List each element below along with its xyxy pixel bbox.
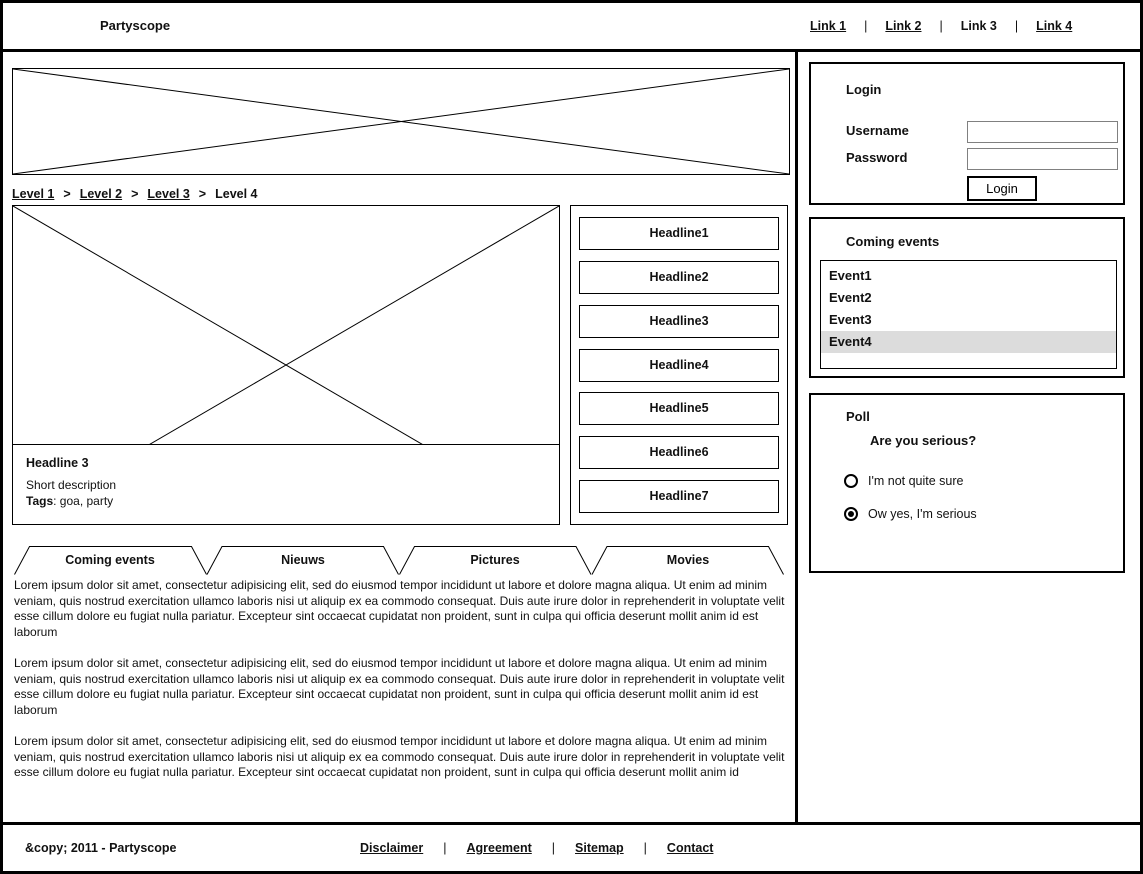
breadcrumb-separator: > (198, 187, 207, 201)
breadcrumb-separator: > (131, 187, 139, 201)
nav-separator: | (864, 19, 868, 33)
header-bar (3, 3, 1140, 52)
username-label: Username (846, 123, 909, 138)
breadcrumb-link-level-1[interactable]: Level 1 (12, 187, 55, 201)
article-tags (26, 493, 546, 509)
nav-link-4[interactable]: Link 4 (1036, 19, 1073, 33)
breadcrumb-link-level-2[interactable]: Level 2 (79, 187, 123, 201)
poll-option-1[interactable] (844, 473, 964, 489)
footer-link-sitemap[interactable]: Sitemap (575, 841, 624, 855)
footer-link-agreement[interactable]: Agreement (466, 841, 532, 855)
radio-option-label: I'm not quite sure (868, 474, 964, 488)
poll-question: Are you serious? (870, 433, 977, 448)
article-description: Short description (26, 478, 117, 492)
poll-title: Poll (846, 409, 870, 424)
nav-separator: | (1014, 19, 1019, 33)
body-paragraph: Lorem ipsum dolor sit amet, consectetur adipisicing elit, sed do eiusmod tempor incididunt ut labore et dolore magna aliqua. Ut enim ad minim veniam, quis nostrud exercitation ullamco laboris nisi ut aliquip ex ea commodo consequat. Duis aute irure dolor in reprehenderit in voluptate velit esse cillum dolore eu fugiat nulla pariatur. Excepteur sint occaecat cupidatat non proident, sunt in culpa qui officia deserunt mollit anim id (14, 734, 785, 779)
coming-events-panel (809, 217, 1125, 378)
footer-nav (360, 825, 713, 871)
footer-link-disclaimer[interactable]: Disclaimer (360, 841, 424, 855)
tab-nieuws[interactable]: Nieuws (281, 553, 325, 567)
placeholder-x-icon (13, 69, 789, 174)
header-nav (810, 3, 1072, 49)
login-button[interactable]: Login (967, 176, 1037, 201)
radio-button-icon[interactable] (844, 474, 858, 488)
body-paragraph: Lorem ipsum dolor sit amet, consectetur adipisicing elit, sed do eiusmod tempor incididunt ut labore et dolore magna aliqua. Ut enim ad minim veniam, quis nostrud exercitation ullamco laboris nisi ut aliquip ex ea commodo consequat. Duis aute irure dolor in reprehenderit in voluptate velit esse cillum dolore eu fugiat nulla pariatur. Excepteur sint occaecat cupidatat non proident, sunt in culpa qui officia deserunt mollit anim id est laborum (14, 656, 785, 717)
article-image-placeholder (12, 205, 560, 525)
content-sidebar-divider (795, 52, 798, 822)
poll-option-2[interactable] (844, 506, 977, 522)
username-input[interactable] (967, 121, 1118, 143)
nav-link-3[interactable]: Link 3 (960, 19, 997, 33)
nav-link-2[interactable]: Link 2 (885, 19, 922, 33)
headline-item-1[interactable]: Headline1 (579, 217, 779, 250)
event-list-item[interactable]: Event1 (829, 268, 872, 283)
headline-item-4[interactable]: Headline4 (579, 349, 779, 382)
article-headline: Headline 3 (26, 456, 89, 470)
breadcrumb (12, 187, 258, 201)
radio-button-checked-icon[interactable] (844, 507, 858, 521)
tags-value: : goa, party (53, 494, 114, 508)
password-label: Password (846, 150, 908, 165)
login-panel (809, 62, 1125, 205)
nav-link-1[interactable]: Link 1 (810, 19, 847, 33)
footer-link-contact[interactable]: Contact (666, 841, 714, 855)
login-title: Login (846, 82, 882, 97)
copyright-text: &copy; 2011 - Partyscope (25, 841, 177, 855)
tab-movies[interactable]: Movies (666, 553, 710, 567)
breadcrumb-link-level-3[interactable]: Level 3 (147, 187, 190, 201)
breadcrumb-separator: > (63, 187, 71, 201)
headline-item-2[interactable]: Headline2 (579, 261, 779, 294)
headline-item-3[interactable]: Headline3 (579, 305, 779, 338)
coming-events-title: Coming events (846, 234, 940, 249)
headlines-panel (570, 205, 788, 525)
body-paragraph: Lorem ipsum dolor sit amet, consectetur adipisicing elit, sed do eiusmod tempor incididunt ut labore et dolore magna aliqua. Ut enim ad minim veniam, quis nostrud exercitation ullamco laboris nisi ut aliquip ex ea commodo consequat. Duis aute irure dolor in reprehenderit in voluptate velit esse cillum dolore eu fugiat nulla pariatur. Excepteur sint occaecat cupidatat non proident, sunt in culpa qui officia deserunt mollit anim id est laborum (14, 578, 785, 639)
event-list-item[interactable]: Event2 (829, 290, 872, 305)
breadcrumb-current: Level 4 (215, 187, 258, 201)
tab-coming-events[interactable]: Coming events (65, 553, 155, 567)
footer-bar (3, 822, 1140, 871)
headline-item-7[interactable]: Headline7 (579, 480, 779, 513)
tab-content-text (14, 578, 786, 797)
content-tabs (14, 546, 786, 575)
footer-separator: | (443, 841, 447, 855)
password-input[interactable] (967, 148, 1118, 170)
radio-option-label: Ow yes, I'm serious (868, 507, 977, 521)
footer-separator: | (551, 841, 556, 855)
event-list-item[interactable]: Event3 (829, 312, 872, 327)
article-caption (13, 444, 559, 524)
tab-pictures[interactable]: Pictures (470, 553, 520, 567)
brand-title: Partyscope (100, 18, 171, 33)
footer-separator: | (643, 841, 647, 855)
event-list-item-selected[interactable]: Event4 (821, 331, 1116, 353)
headline-item-5[interactable]: Headline5 (579, 392, 779, 425)
poll-panel (809, 393, 1125, 573)
tags-label: Tags (26, 494, 54, 508)
events-list (820, 260, 1117, 369)
banner-image-placeholder (12, 68, 790, 175)
headline-item-6[interactable]: Headline6 (579, 436, 779, 469)
nav-separator: | (939, 19, 943, 33)
